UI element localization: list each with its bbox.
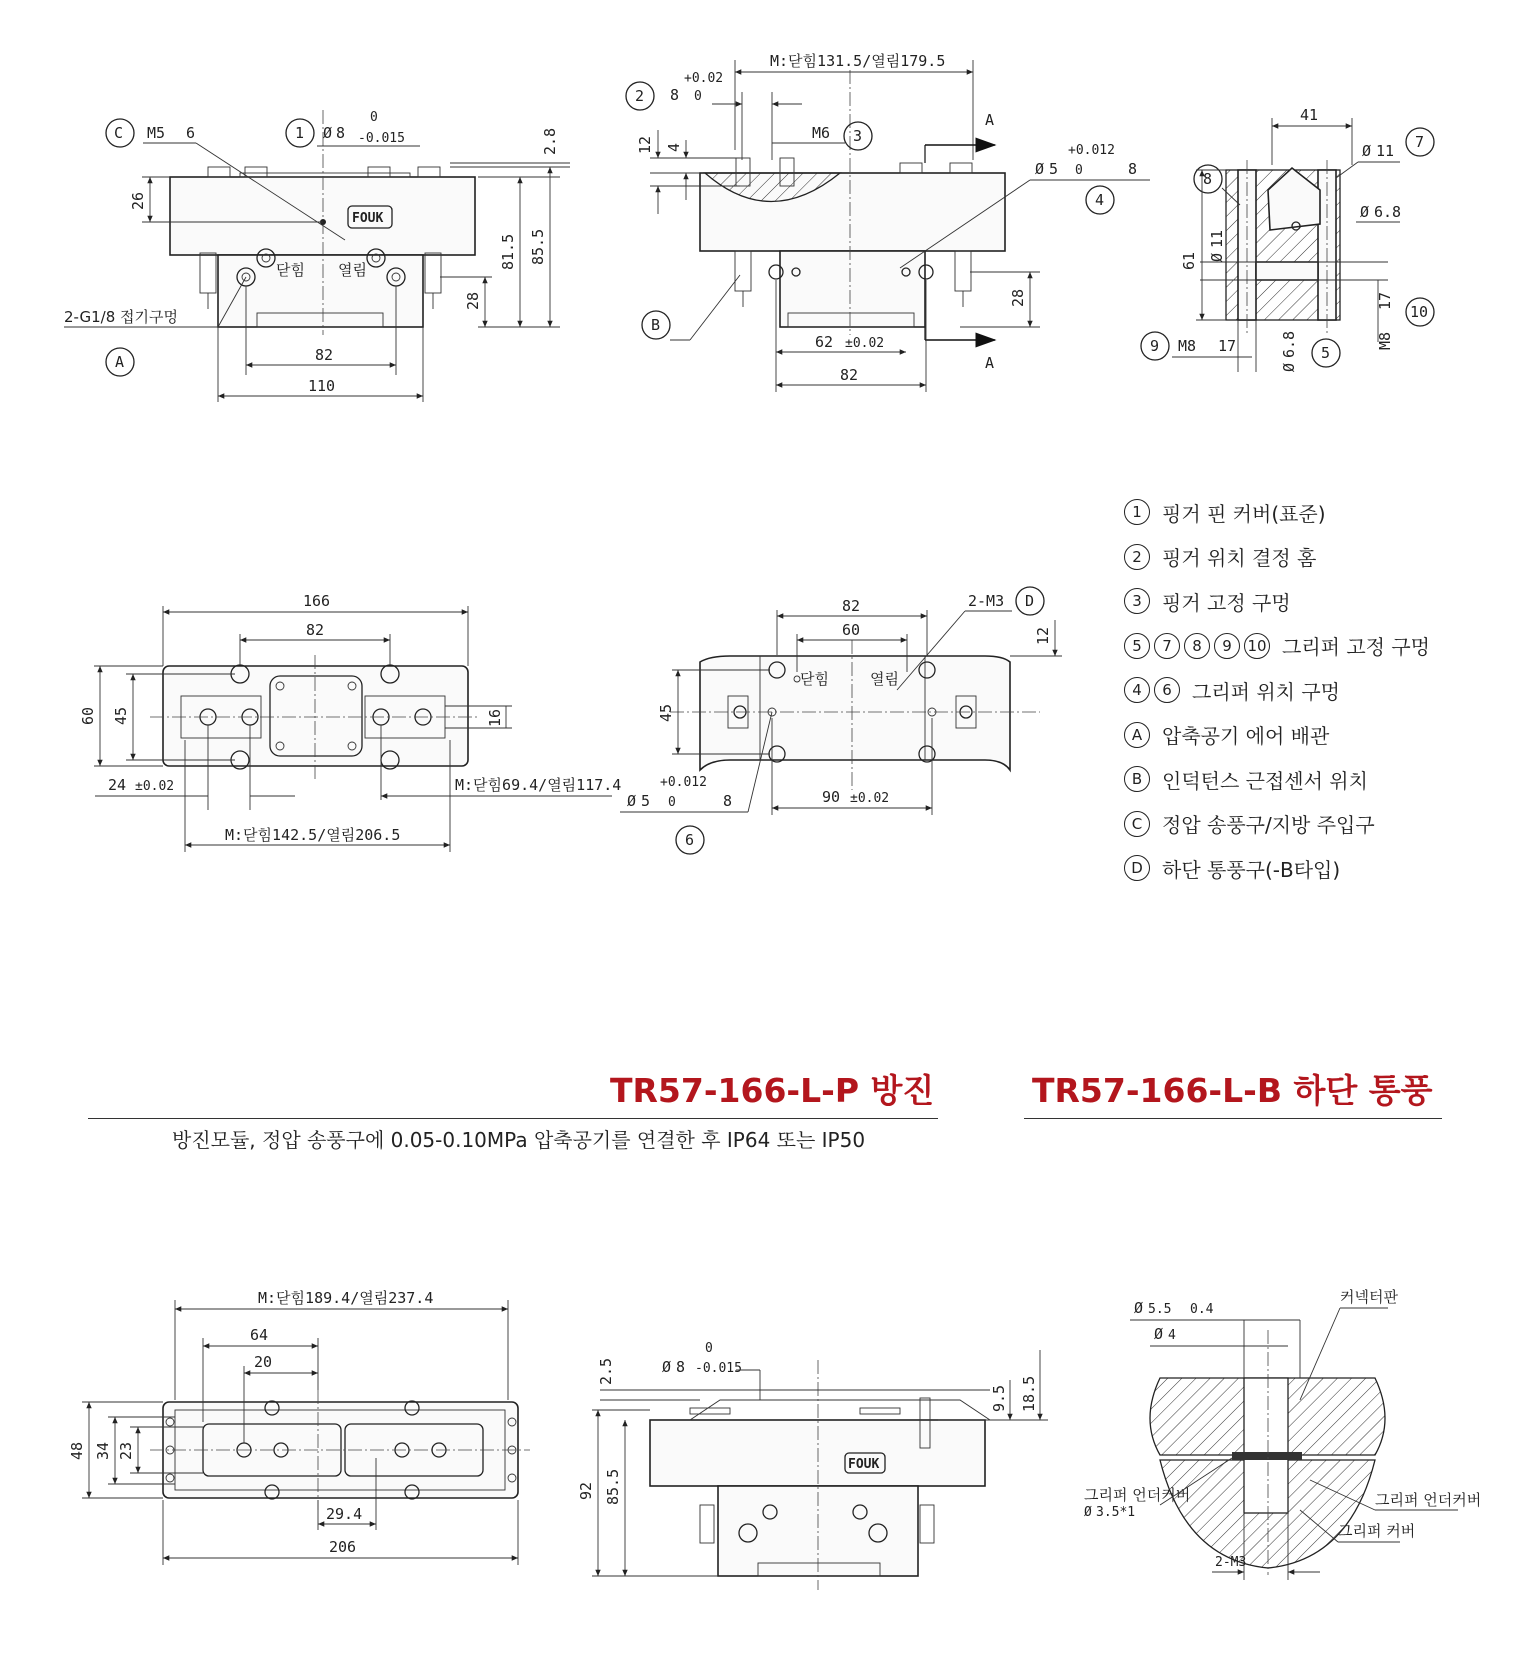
- logo-text: FOUK: [352, 211, 384, 226]
- label-open-2: 열림: [870, 670, 899, 688]
- dim-110: 110: [308, 377, 336, 395]
- n4-spec: 5: [1049, 160, 1059, 178]
- view-detail: [1084, 1288, 1481, 1580]
- n4-tol-up: +0.012: [1068, 143, 1115, 158]
- legend-marker: 7: [1154, 633, 1180, 659]
- view-p-front: [577, 1341, 1048, 1590]
- label-plate: 커넥터판: [1340, 1288, 1398, 1306]
- legend-label: 압축공기 에어 배관: [1162, 724, 1330, 749]
- marker-1: 1: [295, 124, 305, 142]
- arrow-a-bottom: A: [985, 354, 995, 372]
- n6-dia-sym: Ø: [627, 792, 637, 810]
- title-b: TR57-166-L-B 하단 통풍: [1032, 1071, 1433, 1110]
- dim-18-5: 18.5: [1020, 1375, 1038, 1412]
- n4-depth: 8: [1128, 160, 1138, 178]
- view-front: [64, 110, 570, 402]
- n4-dia-sym: Ø: [1035, 160, 1045, 178]
- view-top: [79, 592, 621, 852]
- view-side-section: [1141, 106, 1434, 372]
- stroke-v6: M:닫힘189.4/열림237.4: [258, 1289, 434, 1307]
- marker-7: 7: [1415, 133, 1425, 151]
- d11b: 11: [1208, 229, 1226, 248]
- legend-label: 인덕턴스 근접센서 위치: [1162, 768, 1368, 793]
- dim-81-5: 81.5: [499, 233, 517, 270]
- legend-marker: 9: [1214, 633, 1240, 659]
- dim-61: 61: [1180, 251, 1198, 270]
- marker-b: B: [651, 316, 661, 334]
- label-under-l1: 그리퍼 언더커버: [1084, 1486, 1191, 1504]
- legend: [1124, 490, 1504, 891]
- dim-16: 16: [486, 708, 504, 727]
- title-p: TR57-166-L-P 방진: [610, 1071, 935, 1110]
- d68b-sym: Ø: [1280, 362, 1298, 372]
- legend-row: [1124, 713, 1504, 758]
- dim-45-v4: 45: [112, 706, 130, 725]
- dim-82-v2: 82: [840, 366, 859, 384]
- dim-62: 62: [815, 333, 834, 351]
- d11a-sym: Ø: [1362, 142, 1372, 160]
- d11b-sym: Ø: [1208, 252, 1226, 262]
- marker-a-1: A: [115, 353, 125, 371]
- p-spec: 8: [676, 1358, 686, 1376]
- dim-24-tol: ±0.02: [135, 779, 175, 794]
- n2-tol-up: +0.02: [684, 71, 724, 86]
- d68a: 6.8: [1374, 203, 1402, 221]
- d55-sym: Ø: [1134, 1299, 1144, 1317]
- d4-sym: Ø: [1154, 1325, 1164, 1343]
- dim-85-5: 85.5: [529, 228, 547, 265]
- dim-2-5: 2.5: [597, 1357, 615, 1385]
- label-open-1: 열림: [338, 261, 367, 279]
- marker-5: 5: [1321, 344, 1331, 362]
- dim-90-tol: ±0.02: [850, 791, 890, 806]
- dim-34: 34: [94, 1441, 112, 1460]
- port-label: 2-G1/8 접기구멍: [64, 308, 178, 326]
- dim-28-left: 28: [464, 291, 482, 310]
- dim-64: 64: [250, 1326, 269, 1344]
- d55: 5.5: [1148, 1302, 1172, 1317]
- dim-60-v5: 60: [842, 621, 861, 639]
- m8a: M8: [1178, 337, 1197, 355]
- marker-3: 3: [853, 127, 863, 145]
- dim-12-v2: 12: [636, 135, 654, 154]
- d17b: 17: [1376, 291, 1394, 310]
- n1-tol-up: 0: [370, 110, 378, 125]
- dim-206: 206: [329, 1538, 357, 1556]
- dim-12-v5: 12: [1034, 626, 1052, 645]
- dim-28-v2: 28: [1009, 288, 1027, 307]
- c-spec: M5: [147, 124, 166, 142]
- marker-10: 10: [1410, 303, 1429, 321]
- legend-row: [1124, 846, 1504, 891]
- n2-tol-dn: 0: [694, 89, 702, 104]
- label-under-l2-sym: Ø: [1084, 1505, 1092, 1520]
- label-close-2: 닫힘: [800, 670, 829, 688]
- label-close-1: 닫힘: [276, 261, 305, 279]
- n6-depth: 8: [723, 792, 733, 810]
- n1-spec: 8: [336, 124, 346, 142]
- legend-label: 핑거 고정 구멍: [1162, 590, 1291, 615]
- view-bottom: [620, 587, 1062, 854]
- legend-row: [1124, 535, 1504, 580]
- legend-marker: B: [1124, 766, 1150, 792]
- view-p-top: [68, 1289, 530, 1565]
- legend-marker: 8: [1184, 633, 1210, 659]
- stroke-a: M:닫힘69.4/열림117.4: [455, 776, 622, 794]
- n6-spec: 5: [641, 792, 651, 810]
- dim-62-tol: ±0.02: [845, 336, 885, 351]
- legend-row: [1124, 802, 1504, 847]
- p-dia-sym: Ø: [662, 1358, 672, 1376]
- m8b: M8: [1376, 331, 1394, 350]
- dim-92: 92: [577, 1481, 595, 1500]
- d17a: 17: [1218, 337, 1237, 355]
- n2-val: 8: [670, 86, 680, 104]
- dim-9-5: 9.5: [990, 1384, 1008, 1412]
- legend-label: 하단 통풍구(-B타입): [1162, 857, 1341, 882]
- dim-166: 166: [303, 592, 331, 610]
- marker-d: D: [1025, 592, 1035, 610]
- dim-29-4: 29.4: [326, 1505, 363, 1523]
- legend-row: [1124, 490, 1504, 535]
- dim-2-8: 2.8: [541, 127, 559, 155]
- label-cover: 그리퍼 커버: [1338, 1522, 1416, 1540]
- m6: M6: [812, 124, 831, 142]
- dim-82-v5: 82: [842, 597, 861, 615]
- n1-dia-sym: Ø: [323, 124, 333, 142]
- marker-4: 4: [1095, 191, 1105, 209]
- legend-marker: D: [1124, 855, 1150, 881]
- legend-label: 그리퍼 위치 구멍: [1192, 679, 1340, 704]
- stroke-b: M:닫힘142.5/열림206.5: [225, 826, 401, 844]
- dim-4-v2: 4: [665, 142, 683, 152]
- dim-82-v4: 82: [306, 621, 325, 639]
- marker-9: 9: [1150, 337, 1160, 355]
- stroke-v2: M:닫힘131.5/열림179.5: [770, 52, 946, 70]
- legend-row: [1124, 579, 1504, 624]
- legend-label: 핑거 위치 결정 홈: [1162, 546, 1317, 571]
- marker-8: 8: [1203, 170, 1213, 188]
- c-depth: 6: [186, 124, 196, 142]
- dim-20: 20: [254, 1353, 273, 1371]
- legend-marker: 3: [1124, 588, 1150, 614]
- n6-tol-up: +0.012: [660, 775, 707, 790]
- d4: 4: [1168, 1328, 1176, 1343]
- legend-marker: 1: [1124, 499, 1150, 525]
- legend-marker: C: [1124, 811, 1150, 837]
- dim-90: 90: [822, 788, 841, 806]
- dim-24: 24: [108, 776, 127, 794]
- legend-marker: 6: [1154, 677, 1180, 703]
- p-tol-up: 0: [705, 1341, 713, 1356]
- label-under-r: 그리퍼 언더커버: [1375, 1491, 1482, 1509]
- legend-marker: 2: [1124, 544, 1150, 570]
- legend-label: 핑거 핀 커버(표준): [1162, 501, 1326, 526]
- legend-marker: A: [1124, 722, 1150, 748]
- dim-26: 26: [129, 191, 147, 210]
- legend-row: [1124, 757, 1504, 802]
- dim-41: 41: [1300, 106, 1319, 124]
- rule-b: [1024, 1118, 1442, 1119]
- n6-tol-dn: 0: [668, 795, 676, 810]
- legend-label: 그리퍼 고정 구멍: [1282, 635, 1430, 660]
- dim-60-v4: 60: [79, 706, 97, 725]
- legend-row: [1124, 668, 1504, 713]
- legend-marker: 10: [1244, 633, 1270, 659]
- d68a-sym: Ø: [1360, 203, 1370, 221]
- rule-p: [88, 1118, 938, 1119]
- p-tol-dn: -0.015: [695, 1361, 742, 1376]
- dim-48: 48: [68, 1441, 86, 1460]
- p-note: 방진모듈, 정압 송풍구에 0.05-0.10MPa 압축공기를 연결한 후 IP64 또는 IP50: [172, 1128, 866, 1152]
- marker-c-1: C: [114, 124, 124, 142]
- m3-v5: 2-M3: [968, 592, 1005, 610]
- arrow-a-top: A: [985, 111, 995, 129]
- marker-6: 6: [685, 831, 695, 849]
- d68b: 6.8: [1280, 330, 1298, 358]
- view-section: [626, 52, 1150, 392]
- marker-2: 2: [635, 87, 645, 105]
- dim-85-5-v7: 85.5: [604, 1468, 622, 1505]
- dim-23: 23: [117, 1441, 135, 1460]
- n4-tol-dn: 0: [1075, 163, 1083, 178]
- dim-82-v1: 82: [315, 346, 334, 364]
- legend-marker: 5: [1124, 633, 1150, 659]
- label-under-l2: 3.5*1: [1096, 1505, 1136, 1520]
- dim-45-v5: 45: [657, 703, 675, 722]
- d11a: 11: [1376, 142, 1395, 160]
- n1-tol-dn: -0.015: [358, 131, 405, 146]
- d04: 0.4: [1190, 1302, 1214, 1317]
- legend-marker: 4: [1124, 677, 1150, 703]
- logo-text-2: FOUK: [848, 1457, 880, 1472]
- legend-row: [1124, 624, 1504, 669]
- legend-label: 정압 송풍구/지방 주입구: [1162, 813, 1375, 838]
- label-m3-v8: 2-M3: [1215, 1555, 1247, 1570]
